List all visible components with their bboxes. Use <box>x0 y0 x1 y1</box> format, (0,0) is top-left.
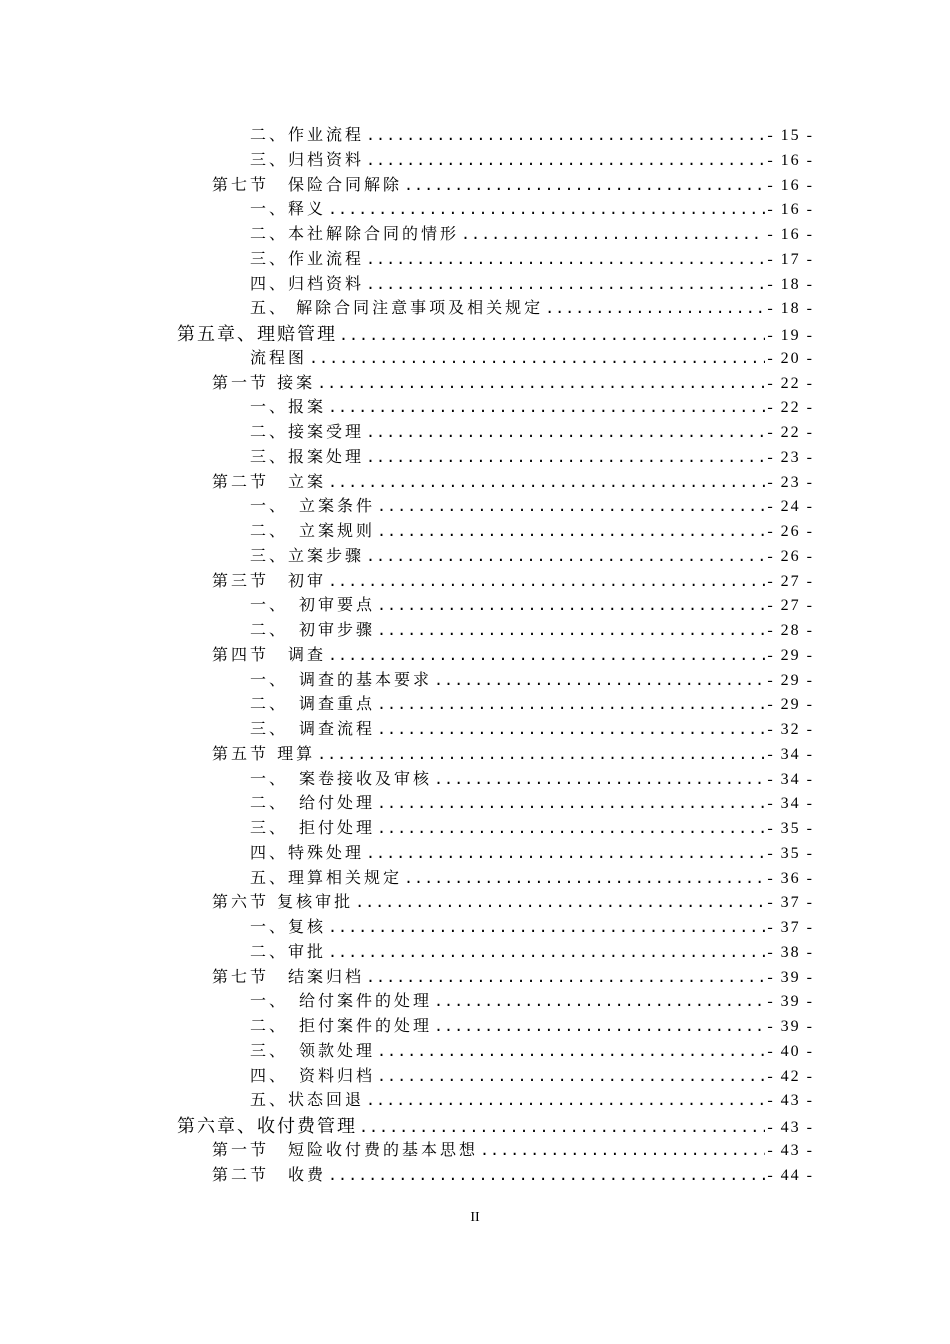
toc-entry-page-number: - 43 - <box>767 1119 814 1134</box>
toc-entry-title: 第六章、收付费管理 <box>177 1116 357 1134</box>
toc-dot-leader <box>317 745 765 763</box>
toc-entry-title: 一、 调查的基本要求 <box>250 669 433 689</box>
toc-dot-leader <box>377 497 765 515</box>
toc-entry-item[interactable] <box>250 221 814 243</box>
toc-entry-page-number: - 22 - <box>767 374 814 392</box>
toc-entry-item[interactable] <box>250 592 814 614</box>
toc-entry-title: 三、立案步骤 <box>250 545 365 565</box>
toc-dot-leader <box>404 869 765 887</box>
toc-entry-title: 五、状态回退 <box>250 1090 365 1110</box>
toc-dot-leader <box>366 547 765 565</box>
toc-entry-page-number: - 34 - <box>767 795 814 813</box>
toc-entry-item[interactable] <box>250 295 814 317</box>
toc-entry-title: 二、 初审步骤 <box>250 620 376 639</box>
toc-dot-leader <box>545 299 765 317</box>
toc-entry-page-number: - 16 - <box>767 226 814 243</box>
toc-entry-title: 二、作业流程 <box>250 125 365 144</box>
toc-entry-title: 一、释义 <box>250 199 327 219</box>
toc-entry-page-number: - 39 - <box>767 968 814 986</box>
toc-dot-leader <box>377 695 765 713</box>
toc-entry-page-number: - 17 - <box>767 250 814 268</box>
toc-entry-page-number: - 23 - <box>767 448 814 466</box>
page-number-footer: II <box>470 1210 480 1225</box>
toc-entry-title: 第二节 收费 <box>212 1164 327 1184</box>
toc-entry-section[interactable] <box>212 568 814 590</box>
toc-dot-leader <box>366 1091 765 1109</box>
toc-entry-page-number: - 29 - <box>767 646 814 664</box>
toc-entry-section[interactable] <box>212 964 814 986</box>
toc-entry-page-number: - 23 - <box>767 473 814 491</box>
toc-entry-page-number: - 16 - <box>767 201 814 219</box>
toc-entry-page-number: - 34 - <box>767 745 814 763</box>
toc-entry-page-number: - 22 - <box>767 399 814 417</box>
toc-entry-item[interactable] <box>250 147 814 169</box>
toc-dot-leader <box>328 200 765 218</box>
toc-entry-title: 第五节 理算 <box>212 743 316 763</box>
toc-entry-title: 二、 拒付案件的处理 <box>250 1016 433 1035</box>
toc-entry-page-number: - 35 - <box>767 820 814 837</box>
toc-entry-item[interactable] <box>250 196 814 218</box>
toc-entry-title: 五、 解除合同注意事项及相关规定 <box>250 298 544 318</box>
toc-entry-item[interactable] <box>250 543 814 565</box>
toc-entry-item[interactable] <box>250 865 814 887</box>
toc-entry-title: 三、作业流程 <box>250 248 365 268</box>
toc-entry-title: 五、理算相关规定 <box>250 867 403 887</box>
toc-entry-page-number: - 16 - <box>767 151 814 169</box>
toc-entry-page-number: - 18 - <box>767 300 814 318</box>
toc-entry-item[interactable] <box>250 493 814 515</box>
toc-entry-page-number: - 37 - <box>767 894 814 912</box>
toc-dot-leader <box>366 151 765 169</box>
toc-entry-section[interactable] <box>212 642 814 664</box>
toc-entry-page-number: - 37 - <box>767 919 814 936</box>
toc-dot-leader <box>366 250 765 268</box>
toc-dot-leader <box>377 522 765 540</box>
toc-entry-section[interactable] <box>212 370 814 392</box>
toc-entry-section[interactable] <box>212 741 814 763</box>
toc-entry-item[interactable] <box>250 716 814 738</box>
toc-dot-leader <box>377 794 765 812</box>
toc-entry-title: 三、 拒付处理 <box>250 818 376 837</box>
toc-dot-leader <box>434 992 765 1010</box>
toc-dot-leader <box>366 448 765 466</box>
toc-entry-item[interactable] <box>250 617 814 639</box>
toc-entry-item[interactable] <box>250 667 814 689</box>
toc-entry-chapter[interactable] <box>177 1112 814 1134</box>
toc-entry-page-number: - 43 - <box>767 1092 814 1110</box>
toc-entry-page-number: - 15 - <box>767 127 814 144</box>
toc-entry-title: 第三节 初审 <box>212 570 327 590</box>
toc-entry-item[interactable] <box>250 122 814 144</box>
toc-entry-title: 第二节 立案 <box>212 471 327 491</box>
toc-entry-item[interactable] <box>250 518 814 540</box>
toc-dot-leader <box>480 1141 765 1159</box>
toc-entry-title: 三、报案处理 <box>250 446 365 466</box>
toc-dot-leader <box>355 893 765 911</box>
toc-entry-item[interactable] <box>250 394 814 416</box>
toc-dot-leader <box>377 720 765 738</box>
toc-entry-section[interactable] <box>212 469 814 491</box>
toc-entry-title: 三、 调查流程 <box>250 719 376 738</box>
toc-entry-title: 一、 案卷接收及审核 <box>250 768 433 788</box>
toc-entry-item[interactable] <box>250 766 814 788</box>
toc-entry-title: 四、 资料归档 <box>250 1065 376 1085</box>
toc-dot-leader <box>461 225 765 243</box>
toc-entry-page-number: - 40 - <box>767 1042 814 1060</box>
toc-dot-leader <box>328 646 765 664</box>
toc-dot-leader <box>328 398 765 416</box>
toc-dot-leader <box>366 275 765 293</box>
toc-entry-item[interactable] <box>250 815 814 837</box>
toc-entry-section[interactable] <box>212 172 814 194</box>
toc-entry-title: 二、 给付处理 <box>250 793 376 813</box>
toc-entry-page-number: - 27 - <box>767 597 814 615</box>
toc-entry-page-number: - 24 - <box>767 498 814 516</box>
toc-entry-item[interactable] <box>250 271 814 293</box>
toc-entry-page-number: - 26 - <box>767 523 814 540</box>
toc-entry-title: 流程图 <box>250 347 308 367</box>
toc-entry-title: 一、报案 <box>250 397 327 417</box>
toc-entry-title: 一、 初审要点 <box>250 595 376 615</box>
toc-entry-item[interactable] <box>250 1063 814 1085</box>
toc-entry-item[interactable] <box>250 444 814 466</box>
toc-dot-leader <box>404 176 765 194</box>
toc-entry-title: 三、 领款处理 <box>250 1040 376 1060</box>
toc-entry-page-number: - 16 - <box>767 176 814 194</box>
toc-dot-leader <box>328 473 765 491</box>
toc-entry-page-number: - 19 - <box>767 327 814 342</box>
toc-dot-leader <box>328 918 765 936</box>
toc-dot-leader <box>339 326 765 342</box>
toc-entry-section[interactable] <box>212 1162 814 1184</box>
toc-entry-title: 二、本社解除合同的情形 <box>250 224 460 243</box>
toc-entry-page-number: - 38 - <box>767 943 814 961</box>
toc-entry-section[interactable] <box>212 1137 814 1159</box>
toc-entry-page-number: - 26 - <box>767 547 814 565</box>
toc-entry-page-number: - 36 - <box>767 869 814 887</box>
toc-entry-page-number: - 28 - <box>767 622 814 639</box>
toc-dot-leader <box>317 374 765 392</box>
toc-entry-item[interactable] <box>250 790 814 812</box>
toc-entry-title: 第七节 保险合同解除 <box>212 174 403 194</box>
toc-entry-page-number: - 42 - <box>767 1067 814 1085</box>
toc-entry-page-number: - 20 - <box>767 349 814 367</box>
toc-entry-item[interactable] <box>250 1038 814 1060</box>
toc-entry-item[interactable] <box>250 988 814 1010</box>
toc-dot-leader <box>377 1067 765 1085</box>
toc-entry-page-number: - 35 - <box>767 844 814 862</box>
toc-entry-page-number: - 18 - <box>767 275 814 293</box>
toc-dot-leader <box>328 1166 765 1184</box>
toc-entry-title: 三、归档资料 <box>250 149 365 169</box>
toc-entry-item[interactable] <box>250 419 814 441</box>
toc-entry-page-number: - 39 - <box>767 1018 814 1035</box>
toc-entry-item[interactable] <box>250 914 814 936</box>
toc-entry-page-number: - 43 - <box>767 1141 814 1159</box>
toc-dot-leader <box>366 126 765 144</box>
toc-dot-leader <box>377 1042 765 1060</box>
toc-entry-title: 一、 给付案件的处理 <box>250 991 433 1011</box>
toc-entry-item[interactable] <box>250 939 814 961</box>
toc-entry-title: 第四节 调查 <box>212 644 327 664</box>
toc-entry-title: 四、归档资料 <box>250 273 365 293</box>
toc-dot-leader <box>377 621 765 639</box>
toc-dot-leader <box>359 1118 765 1134</box>
toc-entry-title: 二、 调查重点 <box>250 694 376 714</box>
toc-dot-leader <box>434 671 765 689</box>
toc-entry-title: 第一节 接案 <box>212 372 316 392</box>
toc-dot-leader <box>377 819 765 837</box>
toc-entry-page-number: - 44 - <box>767 1166 814 1184</box>
toc-entry-item[interactable] <box>250 1013 814 1035</box>
toc-entry-title: 四、特殊处理 <box>250 842 365 862</box>
toc-dot-leader <box>377 596 765 614</box>
toc-dot-leader <box>328 943 765 961</box>
toc-entry-page-number: - 29 - <box>767 671 814 689</box>
toc-entry-page-number: - 27 - <box>767 572 814 590</box>
toc-dot-leader <box>366 968 765 986</box>
toc-entry-title: 第五章、理赔管理 <box>177 324 337 342</box>
toc-entry-section[interactable] <box>212 889 814 911</box>
toc-entry-item[interactable] <box>250 691 814 713</box>
toc-entry-title: 第一节 短险收付费的基本思想 <box>212 1139 479 1159</box>
toc-entry-page-number: - 39 - <box>767 993 814 1011</box>
toc-dot-leader <box>309 349 765 367</box>
toc-entry-title: 二、 立案规则 <box>250 521 376 540</box>
toc-entry-page-number: - 22 - <box>767 424 814 441</box>
toc-entry-page-number: - 32 - <box>767 721 814 738</box>
toc-dot-leader <box>366 844 765 862</box>
toc-dot-leader <box>434 770 765 788</box>
toc-dot-leader <box>328 572 765 590</box>
toc-entry-title: 一、 立案条件 <box>250 496 376 516</box>
toc-entry-item[interactable] <box>250 246 814 268</box>
toc-entry-title: 一、复核 <box>250 917 327 936</box>
toc-dot-leader <box>434 1017 765 1035</box>
toc-entry-page-number: - 34 - <box>767 770 814 788</box>
toc-entry-title: 二、接案受理 <box>250 422 365 441</box>
toc-entry-title: 二、审批 <box>250 941 327 961</box>
toc-entry-item[interactable] <box>250 1087 814 1109</box>
toc-entry-item[interactable] <box>250 840 814 862</box>
toc-dot-leader <box>366 423 765 441</box>
toc-entry-page-number: - 29 - <box>767 696 814 714</box>
toc-entry-chapter[interactable] <box>177 320 814 342</box>
toc-entry-title: 第七节 结案归档 <box>212 966 365 986</box>
toc-entry-item[interactable] <box>250 345 814 367</box>
toc-entry-title: 第六节 复核审批 <box>212 892 354 912</box>
